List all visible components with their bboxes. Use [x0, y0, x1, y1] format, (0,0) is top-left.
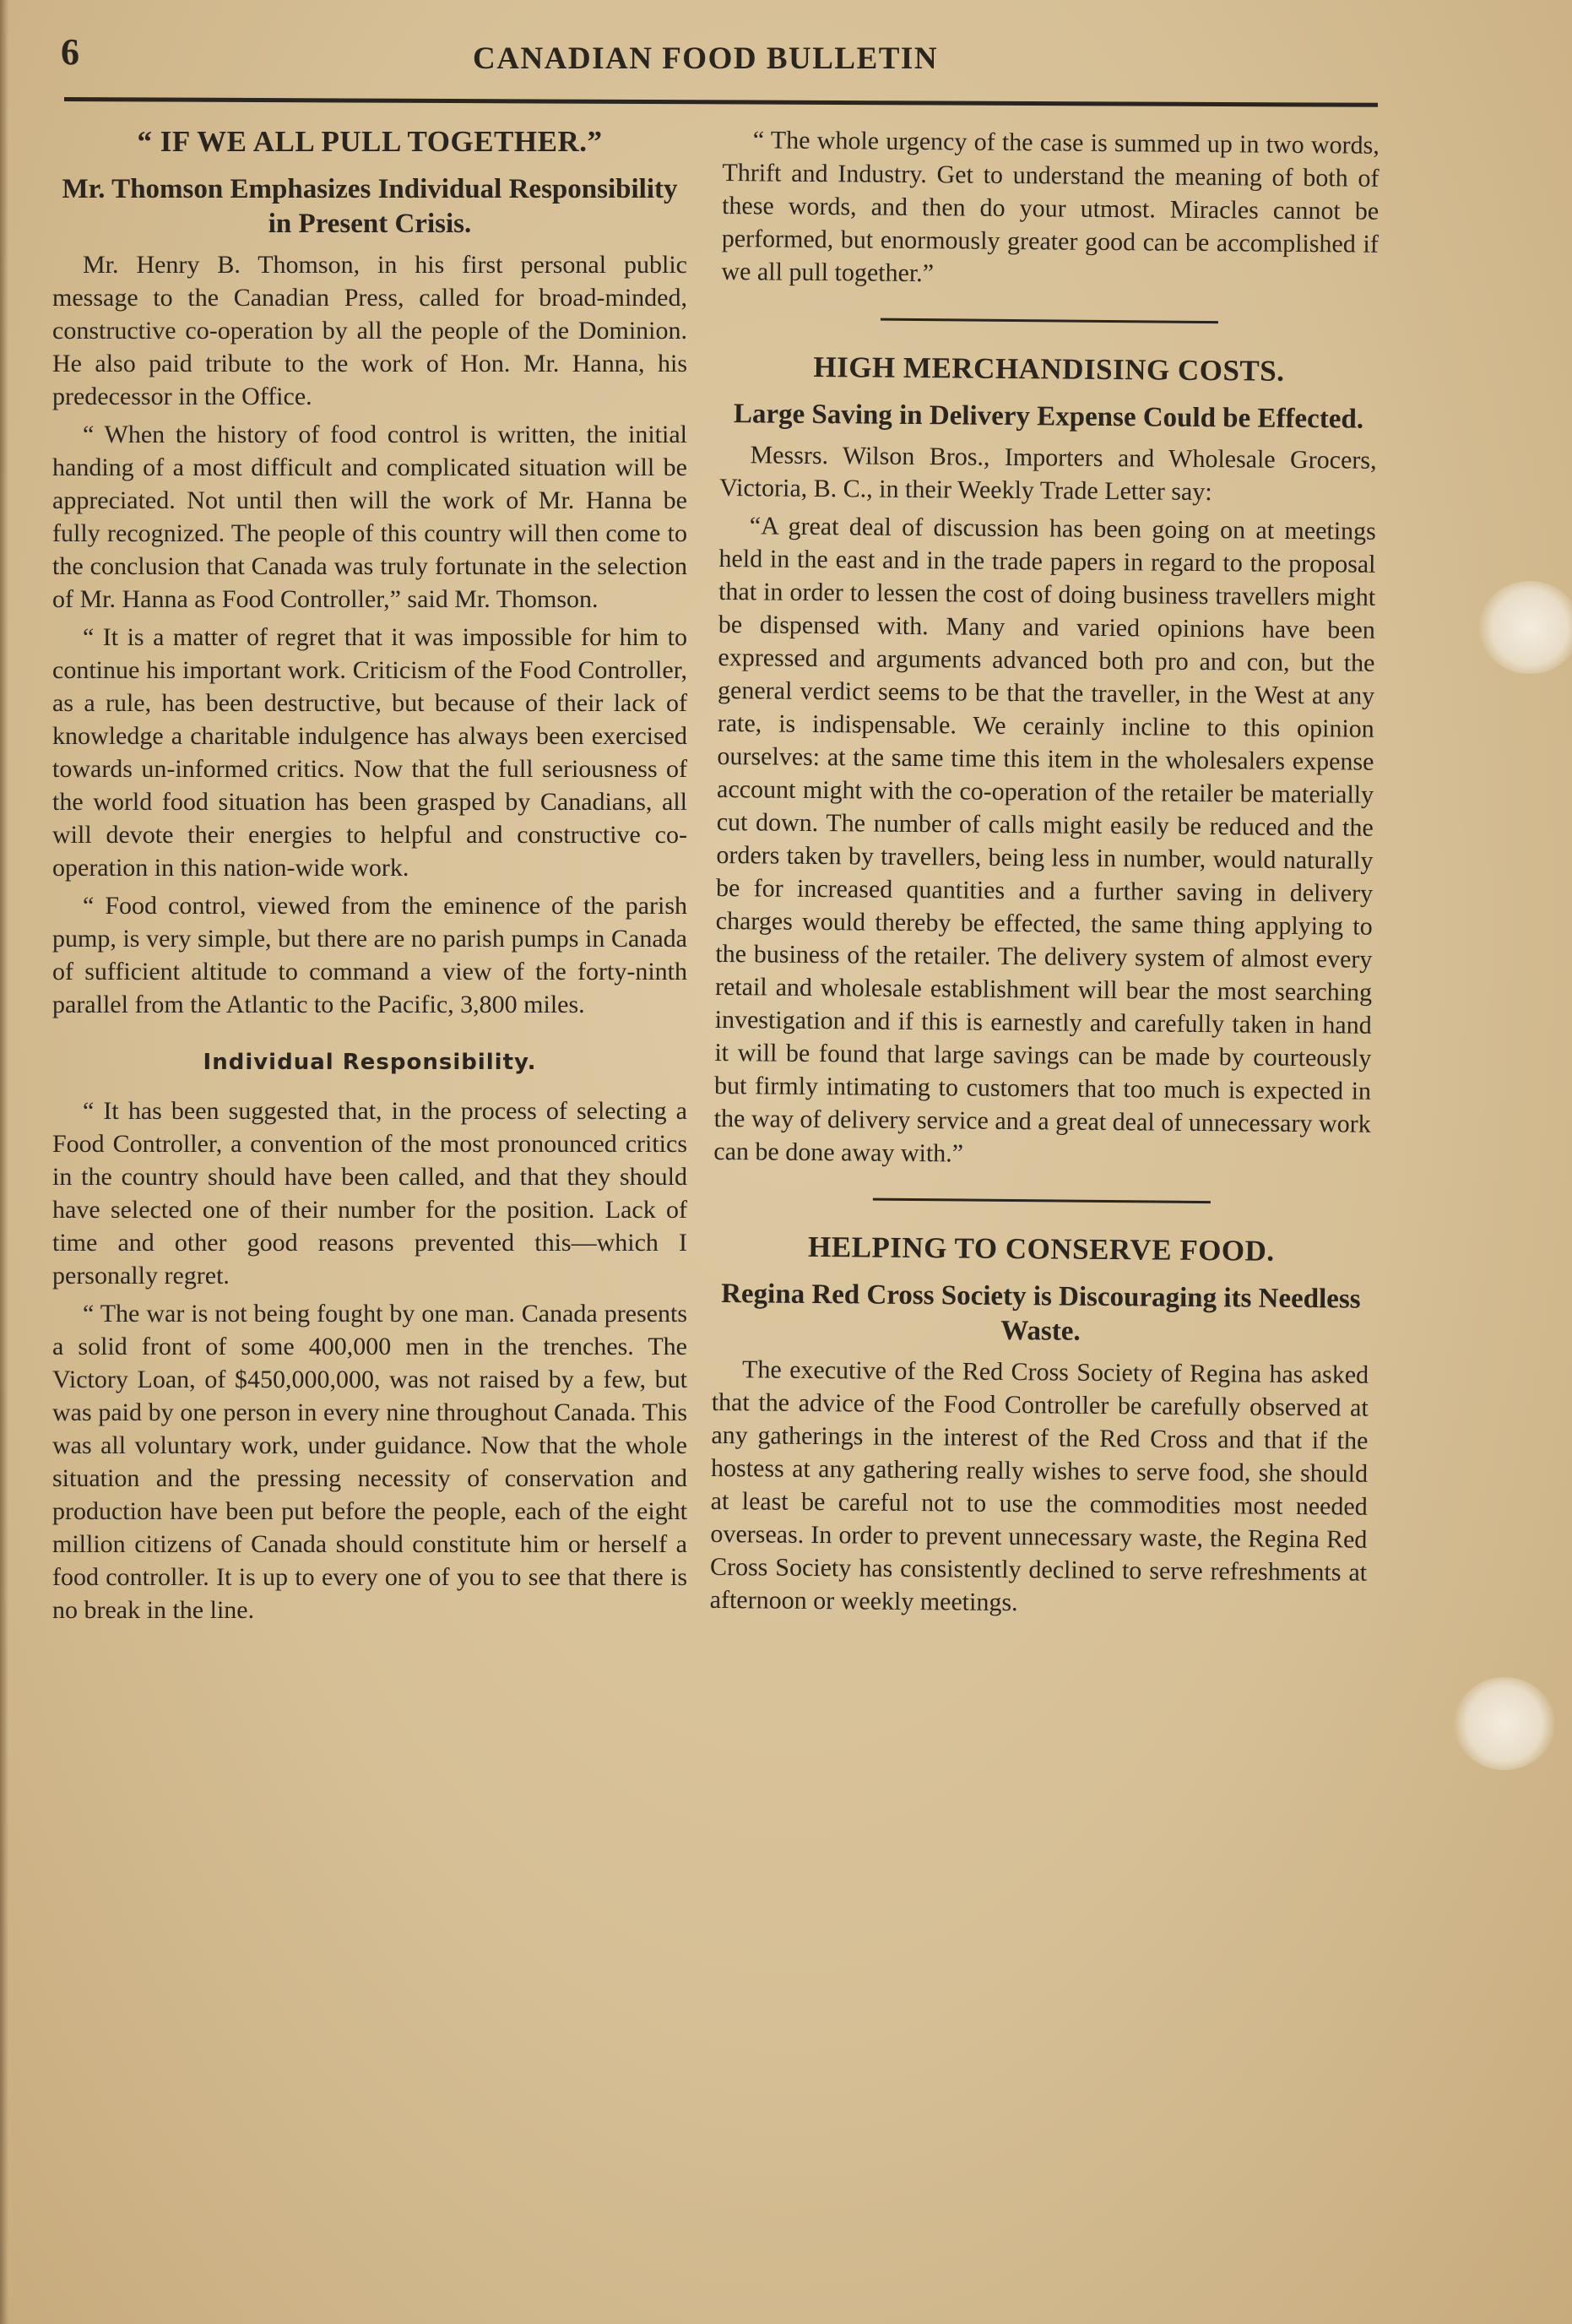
article-paragraph: Messrs. Wilson Bros., Importers and Wholesale Grocers, Victoria, B. C., in their Weekly Trade Letter say:	[719, 441, 1377, 507]
paper-damage-spot	[1454, 1677, 1555, 1770]
article-paragraph: “ The war is not being fought by one man. Canada presents a solid front of some 400,000 men in the trenches. The Victory Loan, of $450,000,000, was not raised by a few, but was paid by one person in every nine throughout Canada. This was all voluntary work, under guidance. Now that the whole situation and the pressing necessity of conservation and production have been put before the people, each of the eight million citizens of Canada should constitute him or herself a food controller. It is up to every one of you to see that there is no break in the line.	[52, 1300, 687, 1624]
article-paragraph: Mr. Henry B. Thomson, in his first personal public message to the Canadian Press, called for broad-minded, constructive co-operation by all the people of the Dominion. He also paid tribute to the work of Hon. Mr. Hanna, his predecessor in the Office.	[52, 251, 687, 410]
article-headline: HELPING TO CONSERVE FOOD.	[807, 1230, 1275, 1268]
article-paragraph: The executive of the Red Cross Society of Regina has asked that the advice of the Food Controller be carefully observed at any gatherings in the interest of the Red Cross and that if the hostess at any gathering really wishes to serve food, she should at least be careful not to use the commodities most needed overseas. In order to prevent unnecessary waste, the Regina Red Cross Society has consistently declined to serve refreshments at afternoon or weekly meetings.	[709, 1355, 1369, 1617]
publication-title: CANADIAN FOOD BULLETIN	[473, 41, 939, 76]
column-rule	[873, 1198, 1211, 1203]
right-column	[710, 123, 1380, 1627]
article-subhead: Mr. Thomson Emphasizes Individual Responsibility in Present Crisis.	[62, 174, 678, 239]
column-rule	[881, 318, 1218, 323]
section-heading: Individual Responsibility.	[203, 1050, 537, 1075]
article-paragraph: “ It has been suggested that, in the process of selecting a Food Controller, a convention of the most pronounced critics in the country should have been called, and that they should have selected one of their number for the position. Lack of time and other good reasons prevented this—which I personally regret.	[52, 1097, 687, 1290]
article-subhead: Regina Red Cross Society is Discouraging its Needless Waste.	[721, 1279, 1361, 1347]
article-subhead: Large Saving in Delivery Expense Could be Effected.	[733, 399, 1364, 435]
article-paragraph: “ It is a matter of regret that it was impossible for him to continue his important work. Criticism of the Food Controller, as a rule, has been destructive, but because of their lack of knowledge a charitable indulgence has always been exercised towards un-informed critics. Now that the full seriousness of the world food situation has been grasped by Canadians, all will devote their energies to helpful and constructive co-operation in this nation-wide work.	[52, 623, 687, 882]
article-headline: “ IF WE ALL PULL TOGETHER.”	[137, 125, 603, 158]
header-rule	[64, 97, 1378, 107]
page-number: 6	[61, 31, 79, 73]
article-headline: HIGH MERCHANDISING COSTS.	[813, 350, 1285, 388]
article-paragraph: “A great deal of discussion has been going on at meetings held in the east and in the trade papers in regard to the proposal that in order to lessen the cost of doing business travellers might be dispensed with. Many and varied opinions have been expressed and arguments advanced both pro and con, but the general verdict seems to be that the traveller, in the West at any rate, is indispensable. We cerainly incline to this opinion ourselves: at the same time this item in the wholesalers expense account might with the co-operation of the retailer be materially cut down. The number of calls might easily be reduced and the orders taken by travellers, being less in number, would naturally be for increased quantities and a further saving in delivery charges would thereby be effected, the same thing applying to the business of the retailer. The delivery system of almost every retail and wholesale establishment will bear the most searching investigation and if this is earnestly and carefully taken in hand it will be found that large savings can be made by courteously but firmly intimating to customers that too much is expected in the way of delivery service and a great deal of unnecessary work can be done away with.”	[713, 512, 1376, 1168]
article-paragraph: “ When the history of food control is written, the initial handing of a most difficult and complicated situation will be appreciated. Not until then will the work of Mr. Hanna be fully recognized. The people of this country will then come to the conclusion that Canada was truly fortunate in the selection of Mr. Hanna as Food Controller,” said Mr. Thomson.	[52, 421, 687, 613]
left-column	[52, 123, 687, 1632]
page-edge-shadow	[0, 0, 8, 2324]
article-paragraph: “ Food control, viewed from the eminence of the parish pump, is very simple, but there are no parish pumps in Canada of sufficient altitude to command a view of the forty-ninth parallel from the Atlantic to the Pacific, 3,800 miles.	[52, 892, 687, 1018]
article-paragraph: “ The whole urgency of the case is summed up in two words, Thrift and Industry. Get to understand the meaning of both of these words, and then do your utmost. Miracles cannot be performed, but enormously greater good can be accomplished if we all pull together.”	[721, 126, 1380, 288]
paper-damage-spot	[1479, 581, 1572, 674]
